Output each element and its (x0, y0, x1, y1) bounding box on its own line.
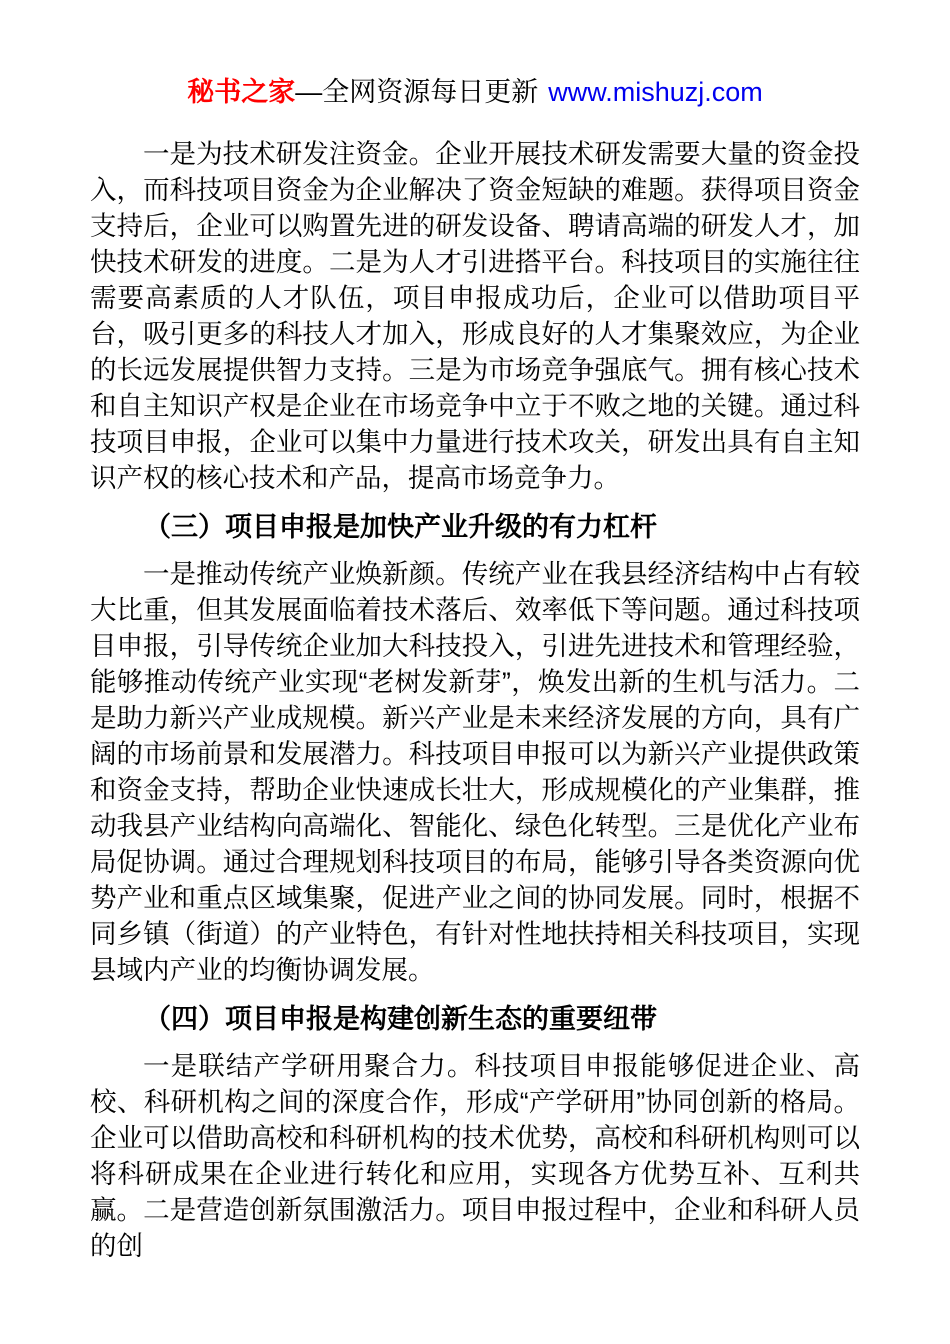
heading-section-4-innovation-ecosystem: （四）项目申报是构建创新生态的重要纽带 (144, 1004, 657, 1034)
site-url-link[interactable]: www.mishuzj.com (548, 77, 763, 107)
site-name: 秘书之家 (187, 77, 296, 107)
heading-section-3-industry-upgrade: （三）项目申报是加快产业升级的有力杠杆 (144, 512, 657, 542)
document-body (90, 136, 860, 1264)
header-separator: — (295, 77, 323, 107)
header-tagline: 全网资源每日更新 (322, 77, 539, 107)
paragraph-innovation-ecosystem: 一是联结产学研用聚合力。科技项目申报能够促进企业、高校、科研机构之间的深度合作，形成“产学研用”协同创新的格局。企业可以借助高校和科研机构的技术优势，高校和科研机构则可以将科研成果在企业进行转化和应用，实现各方优势互补、互利共赢。二是营造创新氛围激活力。项目申报过程中，企业和科研人员的创 (90, 1051, 860, 1261)
site-header (90, 74, 860, 110)
paragraph-funding-support: 一是为技术研发注资金。企业开展技术研发需要大量的资金投入，而科技项目资金为企业解决了资金短缺的难题。获得项目资金支持后，企业可以购置先进的研发设备、聘请高端的研发人才，加快技术研发的进度。二是为人才引进搭平台。科技项目的实施往往需要高素质的人才队伍，项目申报成功后，企业可以借助项目平台，吸引更多的科技人才加入，形成良好的人才集聚效应，为企业的长远发展提供智力支持。三是为市场竞争强底气。拥有核心技术和自主知识产权是企业在市场竞争中立于不败之地的关键。通过科技项目申报，企业可以集中力量进行技术攻关，研发出具有自主知识产权的核心技术和产品，提高市场竞争力。 (90, 139, 860, 493)
paragraph-industry-upgrade: 一是推动传统产业焕新颜。传统产业在我县经济结构中占有较大比重，但其发展面临着技术落后、效率低下等问题。通过科技项目申报，引导传统企业加大科技投入，引进先进技术和管理经验，能够推动传统产业实现“老树发新芽”，焕发出新的生机与活力。二是助力新兴产业成规模。新兴产业是未来经济发展的方向，具有广阔的市场前景和发展潜力。科技项目申报可以为新兴产业提供政策和资金支持，帮助企业快速成长壮大，形成规模化的产业集群，推动我县产业结构向高端化、智能化、绿色化转型。三是优化产业布局促协调。通过合理规划科技项目的布局，能够引导各类资源向优势产业和重点区域集聚，促进产业之间的协同发展。同时，根据不同乡镇（街道）的产业特色，有针对性地扶持相关科技项目，实现县域内产业的均衡协调发展。 (90, 559, 860, 985)
